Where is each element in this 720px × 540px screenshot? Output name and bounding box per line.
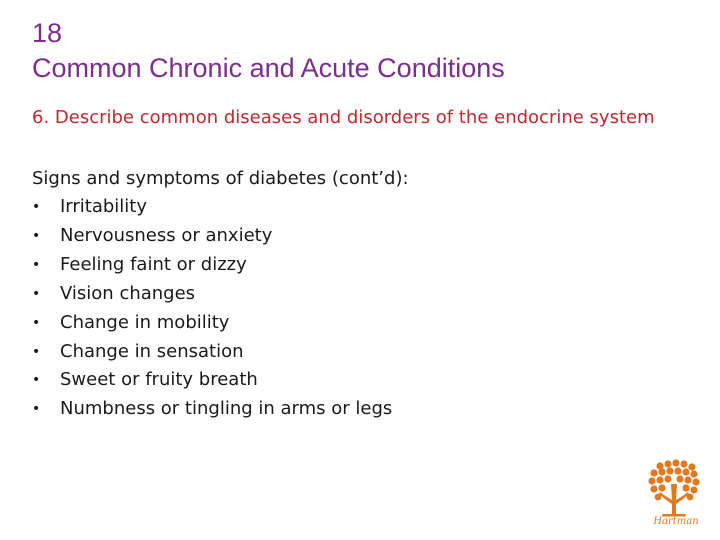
list-item: • Numbness or tingling in arms or legs xyxy=(32,395,692,424)
chapter-header xyxy=(32,16,505,86)
list-item: • Feeling faint or dizzy xyxy=(32,251,692,280)
list-item: • Irritability xyxy=(32,193,692,222)
chapter-title: Common Chronic and Acute Conditions xyxy=(32,53,505,83)
learning-objective: 6. Describe common diseases and disorders of the endocrine system xyxy=(32,107,655,128)
list-item: • Change in mobility xyxy=(32,309,692,338)
list-item: • Vision changes xyxy=(32,280,692,309)
symptom-list xyxy=(32,193,692,424)
list-item: • Change in sensation xyxy=(32,338,692,367)
list-item: • Nervousness or anxiety xyxy=(32,222,692,251)
chapter-number: 18 xyxy=(32,18,63,48)
slide-content xyxy=(32,164,692,424)
content-heading: Signs and symptoms of diabetes (cont’d): xyxy=(32,168,409,189)
logo-wordmark: Hartman xyxy=(653,516,699,527)
list-item: • Sweet or fruity breath xyxy=(32,366,692,395)
